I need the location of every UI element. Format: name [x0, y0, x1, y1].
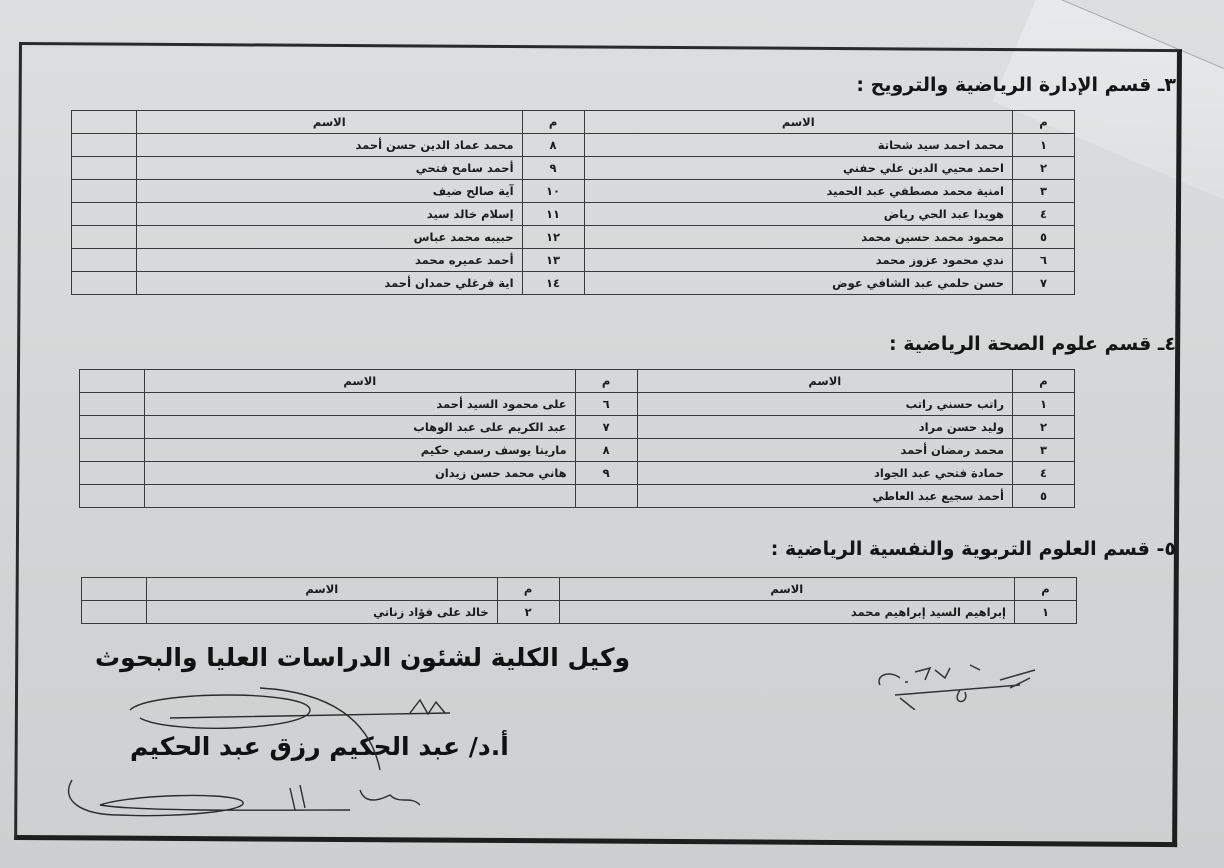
student-name: راتب حسني راتب — [637, 393, 1012, 416]
column-header-number: م — [522, 111, 584, 134]
row-number: ١٤ — [522, 272, 584, 295]
row-number: ٤ — [1013, 462, 1075, 485]
signatory-name: أ.د/ عبد الحكيم رزق عبد الحكيم — [130, 732, 509, 761]
table-margin-cell — [80, 439, 145, 462]
table-margin-cell — [82, 578, 147, 601]
table-row — [80, 485, 1075, 508]
student-name: هاني محمد حسن زيدان — [145, 462, 576, 485]
table-row — [72, 180, 1075, 203]
student-name: هويدا عبد الحي رياض — [584, 203, 1012, 226]
student-name: ندي محمود عزوز محمد — [584, 249, 1012, 272]
student-name: عبد الكريم على عبد الوهاب — [145, 416, 576, 439]
table-row — [80, 462, 1075, 485]
row-number: ١ — [1013, 393, 1075, 416]
row-number: ٣ — [1013, 439, 1075, 462]
table-margin-cell — [82, 601, 147, 624]
row-number: ٢ — [1013, 157, 1075, 180]
handwritten-date-scribble — [870, 660, 1040, 710]
row-number — [575, 485, 637, 508]
table-header-row — [72, 111, 1075, 134]
student-name: امنية محمد مصطفي عبد الحميد — [584, 180, 1012, 203]
table-row — [80, 439, 1075, 462]
row-number: ٩ — [522, 157, 584, 180]
table-margin-cell — [72, 226, 137, 249]
table-margin-cell — [80, 393, 145, 416]
table-row — [80, 416, 1075, 439]
table-margin-cell — [72, 134, 137, 157]
signatory-title: وكيل الكلية لشئون الدراسات العليا والبحوث — [95, 643, 631, 672]
section-5-table — [81, 577, 1077, 624]
row-number: ١٠ — [522, 180, 584, 203]
student-name: إسلام خالد سيد — [137, 203, 523, 226]
table-row — [72, 249, 1075, 272]
table-margin-cell — [72, 111, 137, 134]
section-3-table — [71, 110, 1075, 295]
handwritten-signature-1 — [110, 680, 490, 770]
table-row — [72, 157, 1075, 180]
student-name: إبراهيم السيد إبراهيم محمد — [559, 601, 1014, 624]
student-name: أحمد سامح فتحي — [137, 157, 523, 180]
column-header-name: الاسم — [145, 370, 576, 393]
handwritten-signature-2 — [60, 770, 440, 830]
column-header-number: م — [497, 578, 559, 601]
table-header-row — [80, 370, 1075, 393]
table-margin-cell — [72, 180, 137, 203]
section-3-title: ٣ـ قسم الإدارة الرياضية والترويح : — [856, 74, 1176, 96]
row-number: ٣ — [1013, 180, 1075, 203]
student-name: احمد محيي الدين علي حفني — [584, 157, 1012, 180]
row-number: ١ — [1015, 601, 1077, 624]
row-number: ٤ — [1013, 203, 1075, 226]
row-number: ٧ — [1013, 272, 1075, 295]
column-header-name: الاسم — [147, 578, 498, 601]
table-margin-cell — [80, 416, 145, 439]
column-header-number: م — [1013, 111, 1075, 134]
table-margin-cell — [72, 272, 137, 295]
row-number: ٦ — [575, 393, 637, 416]
table-row — [72, 226, 1075, 249]
section-5-title: ٥- قسم العلوم التربوية والنفسية الرياضية : — [770, 538, 1176, 560]
section-4-title: ٤ـ قسم علوم الصحة الرياضية : — [889, 333, 1176, 355]
table-margin-cell — [72, 249, 137, 272]
student-name: أحمد عميره محمد — [137, 249, 523, 272]
student-name: مارينا يوسف رسمي حكيم — [145, 439, 576, 462]
student-name: أحمد سجيع عبد العاطي — [637, 485, 1012, 508]
student-name: آية صالح ضيف — [137, 180, 523, 203]
column-header-number: م — [1013, 370, 1075, 393]
row-number: ٨ — [522, 134, 584, 157]
row-number: ٥ — [1013, 226, 1075, 249]
table-margin-cell — [80, 370, 145, 393]
column-header-name: الاسم — [137, 111, 523, 134]
row-number: ٢ — [497, 601, 559, 624]
column-header-number: م — [575, 370, 637, 393]
section-4-table — [79, 369, 1075, 508]
table-row — [72, 134, 1075, 157]
row-number: ١٣ — [522, 249, 584, 272]
row-number: ٧ — [575, 416, 637, 439]
student-name: حسن حلمي عبد الشافي عوض — [584, 272, 1012, 295]
student-name: على محمود السيد أحمد — [145, 393, 576, 416]
student-name — [145, 485, 576, 508]
student-name: محمد عماد الدين حسن أحمد — [137, 134, 523, 157]
table-header-row — [82, 578, 1077, 601]
table-margin-cell — [72, 157, 137, 180]
student-name: محمد رمضان أحمد — [637, 439, 1012, 462]
table-margin-cell — [80, 462, 145, 485]
row-number: ١٢ — [522, 226, 584, 249]
column-header-name: الاسم — [637, 370, 1012, 393]
student-name: خالد على فؤاد زناتي — [147, 601, 498, 624]
row-number: ١ — [1013, 134, 1075, 157]
table-margin-cell — [80, 485, 145, 508]
table-row — [80, 393, 1075, 416]
table-margin-cell — [72, 203, 137, 226]
student-name: وليد حسن مراد — [637, 416, 1012, 439]
student-name: محمود محمد حسين محمد — [584, 226, 1012, 249]
student-name: حبيبه محمد عباس — [137, 226, 523, 249]
column-header-name: الاسم — [584, 111, 1012, 134]
student-name: حمادة فتحي عبد الجواد — [637, 462, 1012, 485]
column-header-number: م — [1015, 578, 1077, 601]
student-name: اية فرغلي حمدان أحمد — [137, 272, 523, 295]
table-row — [72, 272, 1075, 295]
student-name: محمد احمد سيد شحاتة — [584, 134, 1012, 157]
row-number: ٦ — [1013, 249, 1075, 272]
row-number: ١١ — [522, 203, 584, 226]
table-row — [72, 203, 1075, 226]
row-number: ٩ — [575, 462, 637, 485]
row-number: ٨ — [575, 439, 637, 462]
row-number: ٥ — [1013, 485, 1075, 508]
column-header-name: الاسم — [559, 578, 1014, 601]
row-number: ٢ — [1013, 416, 1075, 439]
table-row — [82, 601, 1077, 624]
